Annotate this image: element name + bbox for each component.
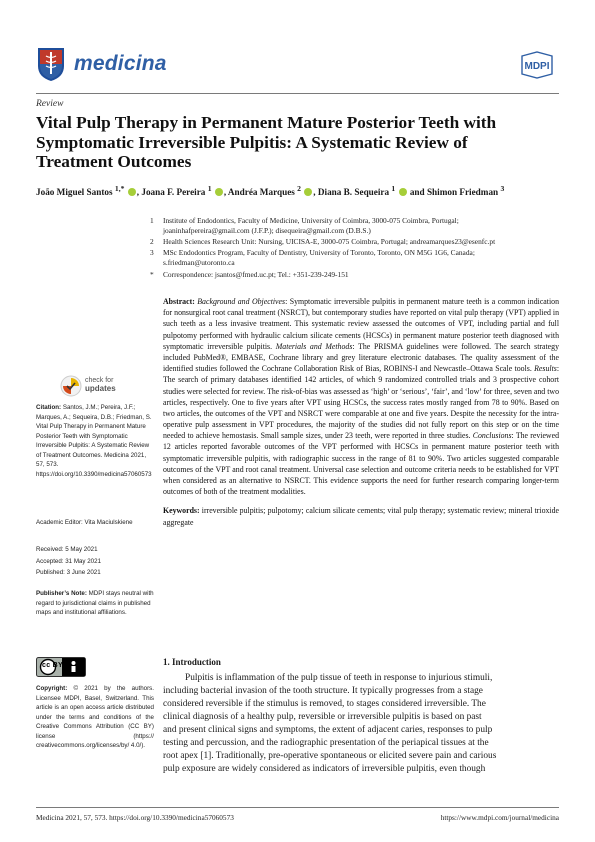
keywords-text: irreversible pulpitis; pulpotomy; calcium silicate cements; vital pulp therapy; systematic review; mineral trioxide aggregate: [163, 506, 559, 527]
article-title: [36, 113, 556, 172]
affiliation-number: *: [150, 270, 154, 279]
title-line: Vital Pulp Therapy in Permanent Mature Posterior Teeth with: [36, 113, 497, 132]
affiliation-line: Health Sciences Research Unit: Nursing, UICISA-E, 3000-075 Coimbra, Portugal; andreamarques23@esenfc.pt: [163, 237, 496, 246]
publisher-note: [36, 589, 154, 618]
intro-paragraph-line: testing and percussion, and the radiographic presentation of the periapical tissues at the: [163, 738, 489, 748]
title-line: Symptomatic Irreversible Pulpitis: A Systematic Review of: [36, 132, 468, 152]
abstract-results-label: Results: [534, 364, 557, 374]
intro-paragraph-line: root apex [1]. Traditionally, pre-operative spontaneous or elicited severe pain and carious: [163, 751, 497, 761]
correspondence: [150, 270, 568, 280]
copyright-text[interactable]: © 2021 by the authors. Licensee MDPI, Basel, Switzerland. This article is an open access article distributed under the terms and conditions of the Creative Commons Attribution (CC BY) license (https:// creativecommons.org/licenses/by/ 4.0/).: [36, 685, 154, 750]
abstract-results-text: : The search of primary databases identified 142 articles, of which 9 randomized controlled trials and 3 prospective cohort studies were selected for review. The risk-of-bias was assessed as ‘high’ or ‘serious’, ‘fair’, and ‘low’ for three, seven and two articles, respectively. One to five years after VPT using HCSCs, the success rates mostly ranged from 78 to 90%. Based on two articles, the outcomes of the VPT and NSRCT were comparable at one and five years. Despite the necessity for the intra-operative pulp assessment in VPT procedures, the majority of the studies did not fully report on this step or on the time needed to achieve hemostasis. Small sample sizes, under 23 teeth, were reported in three studies.: [163, 364, 559, 441]
copyright-label: Copyright:: [36, 685, 68, 692]
copyright-block: [36, 684, 154, 751]
title-line: Treatment Outcomes: [36, 152, 192, 171]
author-name[interactable]: Diana B. Sequeira: [317, 187, 390, 198]
affiliation-number: 2: [150, 237, 154, 246]
article-type: Review: [36, 99, 64, 109]
footer-citation[interactable]: Medicina 2021, 57, 573. https://doi.org/10.3390/medicina57060573: [36, 813, 234, 822]
cc-badge-text: cc BY: [42, 662, 63, 669]
header-rule: [36, 93, 559, 94]
abstract-mm-label: Materials and Methods: [275, 341, 353, 351]
svg-text:MDPI: MDPI: [524, 61, 550, 72]
intro-paragraph-line: considered reversible if the stimulus is removed, to stages considered irreversible. The: [163, 699, 486, 709]
abstract-label: Abstract:: [163, 297, 195, 306]
author-sup: 1,*: [114, 184, 125, 193]
accepted-date: Accepted: 31 May 2021: [36, 558, 102, 565]
author-list: João Miguel Santos $^{1,*}$ , Joana F. Pereira $^1$ , Andréa Marques $^2$ , Diana B. Sequeira $^1$ and Shimon Friedman $^3$: [36, 184, 505, 198]
academic-editor: Academic Editor: Vita Maciulskiene: [36, 519, 133, 526]
intro-paragraph-line: clinical diagnosis of a healthy pulp, reversible or irreversible pulpitis is based on past: [163, 712, 482, 722]
intro-paragraph-line: Pulpitis is inflammation of the pulp tissue of teeth in response to injurious stimuli,: [185, 673, 493, 683]
orcid-icon[interactable]: [399, 188, 407, 196]
author-name[interactable]: Andréa Marques: [227, 187, 295, 198]
published-date: Published: 3 June 2021: [36, 569, 101, 576]
author-name[interactable]: Shimon Friedman: [426, 187, 499, 198]
author-name[interactable]: Joana F. Pereira: [141, 187, 206, 198]
footer-rule: [36, 807, 559, 808]
orcid-icon[interactable]: [215, 188, 223, 196]
affiliation-number: 1: [150, 216, 154, 225]
footer-journal-link[interactable]: https://www.mdpi.com/journal/medicina: [440, 813, 559, 822]
abstract-conclusions-label: Conclusions: [472, 431, 512, 441]
affiliation-3: [150, 248, 568, 268]
journal-name[interactable]: medicina: [74, 52, 167, 75]
abstract-bg-label: Background and Objectives: [197, 297, 286, 306]
affiliation-line: joaninhafpereira@gmail.com (J.F.P.); disequeira@gmail.com (D.B.S.): [163, 225, 371, 235]
received-date: Received: 5 May 2021: [36, 546, 98, 553]
intro-paragraph-line: pulp exposure are widely considered as indicators of irreversible pulpitis, even though: [163, 764, 486, 774]
abstract-conclusions-text: : The reviewed 12 articles reported favorable outcomes of the VPT performed with HCSCs in permanent mature posterior teeth with symptomatic irreversible pulpitis, with radiographic success in the range of 81 to 90%. Two articles suggested comparable outcomes of the VPT and root canal treatment. Universal case selection and outcome criteria needs to be established for VPT when considered as an alternative to NSRCT. This evidence supports the need for further research comparing longer-term outcomes of both of the treatment modalities.: [163, 431, 559, 497]
citation-label: Citation:: [36, 404, 62, 411]
medicina-logo-icon: [36, 46, 66, 82]
check-for-updates-button[interactable]: [60, 375, 150, 397]
affiliation-line: s.friedman@utoronto.ca: [163, 257, 235, 267]
intro-paragraph-line: including bacterial invasion of the tooth structure. It typically progresses from a stage: [163, 686, 483, 696]
keywords-label: Keywords:: [163, 506, 200, 516]
citation-block: [36, 403, 154, 479]
abstract: [163, 296, 559, 528]
abstract-bg-text: : Symptomatic irreversible pulpitis in permanent mature teeth is a common indication for nonsurgical root canal treatment (NSRCT), but contemporary studies have reported on vital pulp therapy (VPT) applied in such teeth as a less invasive treatment. This systematic review assessed the outcomes of VPT, including partial and full pulpotomy performed with hydraulic calcium silicate cements (HCSCs) in permanent mature posterior teeth diagnosed with symptomatic irreversible pulpitis.: [163, 297, 559, 351]
author-sup: 2: [297, 184, 301, 193]
affiliation-1: [150, 216, 568, 236]
intro-paragraph-line: and present clinical signs and symptoms, the extent of adjacent caries, responses to pulp: [163, 725, 493, 735]
check-updates-line: updates: [85, 384, 116, 393]
cc-by-license-badge[interactable]: [36, 657, 86, 677]
correspondence-line: Correspondence: jsantos@fmed.uc.pt; Tel.: +351-239-249-151: [163, 270, 349, 279]
mdpi-logo-icon[interactable]: [516, 50, 558, 80]
orcid-icon[interactable]: [304, 188, 312, 196]
check-updates-icon: [60, 375, 82, 397]
author-sup: 1: [207, 184, 212, 193]
affiliation-line: Institute of Endodontics, Faculty of Medicine, University of Coimbra, 3000-075 Coimbra, Portugal;: [163, 216, 459, 225]
affiliation-number: 3: [150, 248, 154, 257]
check-updates-line: check for: [85, 377, 114, 384]
publisher-note-label: Publisher’s Note:: [36, 590, 87, 597]
abstract-mm-text: : The PRISMA guidelines were followed. The search strategy included PubMed®, EMBASE, Cochrane library and grey literature electronic databases. The quality assessment of the identified studies followed the Cochrane Collaboration Risk of Bias, ROBINS-I and Newcastle–Ottawa Scale tools.: [163, 341, 559, 374]
author-name[interactable]: João Miguel Santos: [36, 187, 113, 198]
affiliation-line: MSc Endodontics Program, Faculty of Dentistry, University of Toronto, Toronto, ON M5G 1G6, Canada;: [163, 248, 475, 257]
orcid-icon[interactable]: [128, 188, 136, 196]
author-sup: 3: [500, 184, 505, 193]
affiliation-2: [150, 237, 568, 247]
section-heading-introduction: 1. Introduction: [163, 657, 221, 667]
author-sup: 1: [391, 184, 396, 193]
publisher-note-text: MDPI stays neutral with regard to jurisdictional claims in published maps and institutional affiliations.: [36, 590, 154, 617]
citation-text[interactable]: Santos, J.M.; Pereira, J.F.; Marques, A.; Sequeira, D.B.; Friedman, S. Vital Pulp Therapy in Permanent Mature Posterior Teeth with Symptomatic Irreversible Pulpitis: A Systematic Review of Treatment Outcomes. Medicina 2021, 57, 573. https://doi.org/10.3390/medicina57060573: [36, 404, 152, 478]
